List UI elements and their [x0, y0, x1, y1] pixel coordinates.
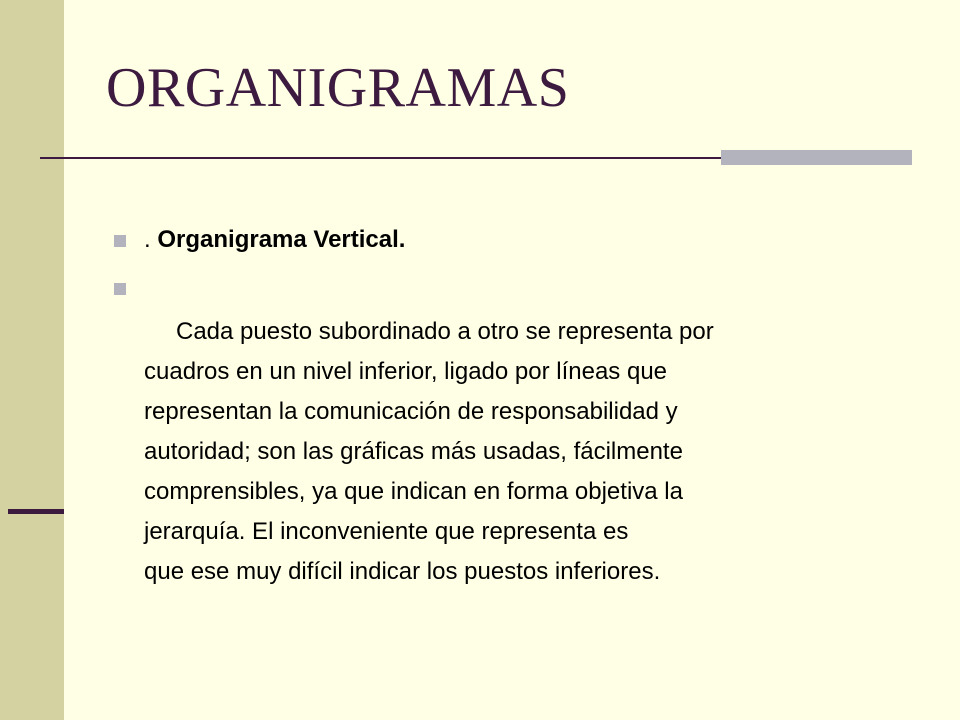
body-paragraph — [144, 312, 884, 592]
bullet-prefix: . — [144, 226, 158, 253]
bullet-square-icon — [114, 235, 126, 247]
body-line: cuadros en un nivel inferior, ligado por líneas que — [144, 358, 668, 385]
body-line: comprensibles, ya que indican en forma objetiva la — [144, 478, 683, 505]
body-line: autoridad; son las gráficas más usadas, fácilmente — [144, 438, 683, 465]
bullet-square-icon — [114, 283, 126, 295]
bullet-heading-text: Organigrama Vertical. — [157, 226, 406, 253]
body-line: que ese muy difícil indicar los puestos inferiores. — [144, 558, 661, 585]
body-line: Cada puesto subordinado a otro se representa por — [176, 318, 714, 345]
bullet-heading — [144, 224, 405, 256]
body-line: representan la comunicación de responsabilidad y — [144, 398, 678, 425]
body-line: jerarquía. El inconveniente que representa es — [144, 518, 629, 545]
slide-title: ORGANIGRAMAS — [106, 57, 570, 119]
